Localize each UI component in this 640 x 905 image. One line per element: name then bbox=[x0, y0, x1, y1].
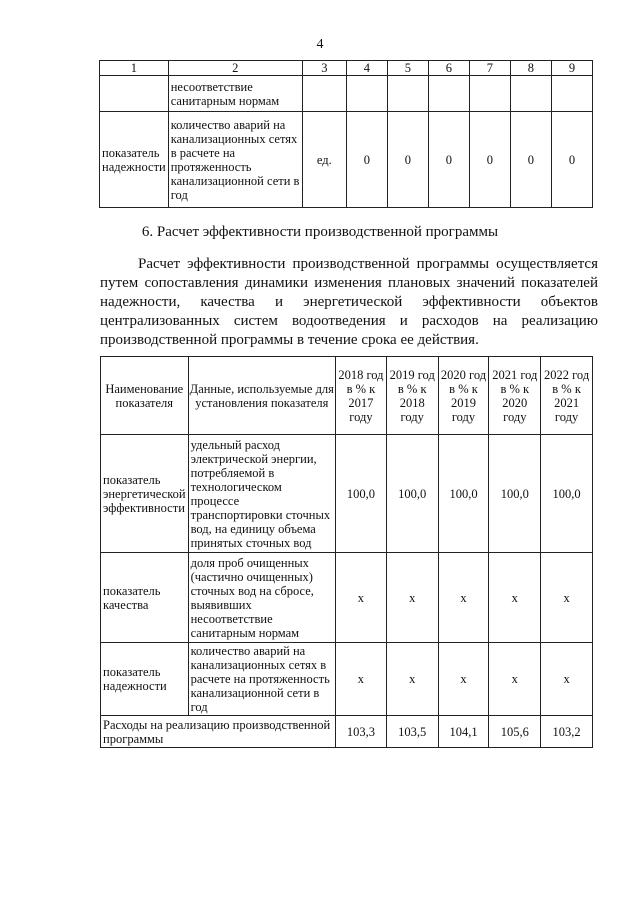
value-cell: 104,1 bbox=[438, 716, 489, 748]
value-cell: x bbox=[336, 553, 387, 643]
column-header-year: 2018 год в % к 2017 году bbox=[336, 357, 387, 435]
value-cell: x bbox=[541, 643, 593, 716]
indicator-cell: показатель надежности bbox=[100, 112, 169, 208]
indicator-cell: показатель качества bbox=[101, 553, 189, 643]
value-cell: x bbox=[336, 643, 387, 716]
value-cell: x bbox=[489, 553, 541, 643]
value-cell: 0 bbox=[469, 112, 510, 208]
column-header-year: 2019 год в % к 2018 году bbox=[386, 357, 438, 435]
indicator-cell: показатель энергетической эффективности bbox=[101, 435, 189, 553]
value-cell: 100,0 bbox=[438, 435, 489, 553]
description-cell: доля проб очищенных (частично очищенных) сточных вод на сбросе, выявивших несоответствие санитарным нормам bbox=[188, 553, 335, 643]
value-cell bbox=[428, 76, 469, 112]
value-cell bbox=[469, 76, 510, 112]
indicator-cell bbox=[100, 76, 169, 112]
value-cell: 103,2 bbox=[541, 716, 593, 748]
column-number: 9 bbox=[551, 61, 592, 76]
value-cell: x bbox=[541, 553, 593, 643]
column-number: 7 bbox=[469, 61, 510, 76]
column-header-year: 2021 год в % к 2020 году bbox=[489, 357, 541, 435]
value-cell: 0 bbox=[428, 112, 469, 208]
column-number: 3 bbox=[302, 61, 346, 76]
column-header-indicator: Наименование показателя bbox=[101, 357, 189, 435]
table-header-row bbox=[101, 357, 593, 435]
value-cell: 103,3 bbox=[336, 716, 387, 748]
column-number: 5 bbox=[387, 61, 428, 76]
value-cell: 103,5 bbox=[386, 716, 438, 748]
value-cell: 100,0 bbox=[489, 435, 541, 553]
value-cell: 0 bbox=[551, 112, 592, 208]
indicator-cell: показатель надежности bbox=[101, 643, 189, 716]
total-label: Расходы на реализацию производственной программы bbox=[101, 716, 336, 748]
column-number: 6 bbox=[428, 61, 469, 76]
efficiency-table bbox=[100, 356, 593, 748]
column-header-year: 2020 год в % к 2019 году bbox=[438, 357, 489, 435]
table-row bbox=[101, 435, 593, 553]
value-cell bbox=[346, 76, 387, 112]
value-cell: x bbox=[489, 643, 541, 716]
value-cell: x bbox=[438, 553, 489, 643]
value-cell: 100,0 bbox=[386, 435, 438, 553]
page-number: 4 bbox=[316, 37, 324, 52]
description-cell: удельный расход электрической энергии, потребляемой в технологическом процессе транспортировки сточных вод, на единицу объема принятых сточных вод bbox=[188, 435, 335, 553]
value-cell: 0 bbox=[387, 112, 428, 208]
section-title: 6. Расчет эффективности производственной программы bbox=[141, 224, 499, 240]
table-row bbox=[100, 112, 593, 208]
column-number: 2 bbox=[168, 61, 302, 76]
value-cell: 0 bbox=[346, 112, 387, 208]
value-cell: x bbox=[438, 643, 489, 716]
table-row bbox=[101, 643, 593, 716]
value-cell: 105,6 bbox=[489, 716, 541, 748]
value-cell: 0 bbox=[510, 112, 551, 208]
description-cell: количество аварий на канализационных сетях в расчете на протяженность канализационной сети в год bbox=[188, 643, 335, 716]
value-cell bbox=[387, 76, 428, 112]
total-row bbox=[101, 716, 593, 748]
table-row bbox=[101, 553, 593, 643]
value-cell bbox=[510, 76, 551, 112]
description-cell: количество аварий на канализационных сетях в расчете на протяженность канализационной сети в год bbox=[168, 112, 302, 208]
description-cell: несоответствие санитарным нормам bbox=[168, 76, 302, 112]
indicators-table-continued bbox=[99, 60, 593, 208]
value-cell: 100,0 bbox=[336, 435, 387, 553]
value-cell: 100,0 bbox=[541, 435, 593, 553]
column-number: 8 bbox=[510, 61, 551, 76]
value-cell: x bbox=[386, 643, 438, 716]
unit-cell: ед. bbox=[302, 112, 346, 208]
column-header-year: 2022 год в % к 2021 году bbox=[541, 357, 593, 435]
column-number: 1 bbox=[100, 61, 169, 76]
value-cell: x bbox=[386, 553, 438, 643]
column-header-data: Данные, используемые для установления показателя bbox=[188, 357, 335, 435]
body-paragraph: Расчет эффективности производственной программы осуществляется путем сопоставления динамики изменения плановых значений показателей надежности, качества и энергетической эффективности объектов централизованных систем водоотведения и расходов на реализацию производственной программы в течение срока ее действия. bbox=[100, 256, 598, 348]
column-number-row bbox=[100, 61, 593, 76]
unit-cell bbox=[302, 76, 346, 112]
value-cell bbox=[551, 76, 592, 112]
table-row bbox=[100, 76, 593, 112]
column-number: 4 bbox=[346, 61, 387, 76]
